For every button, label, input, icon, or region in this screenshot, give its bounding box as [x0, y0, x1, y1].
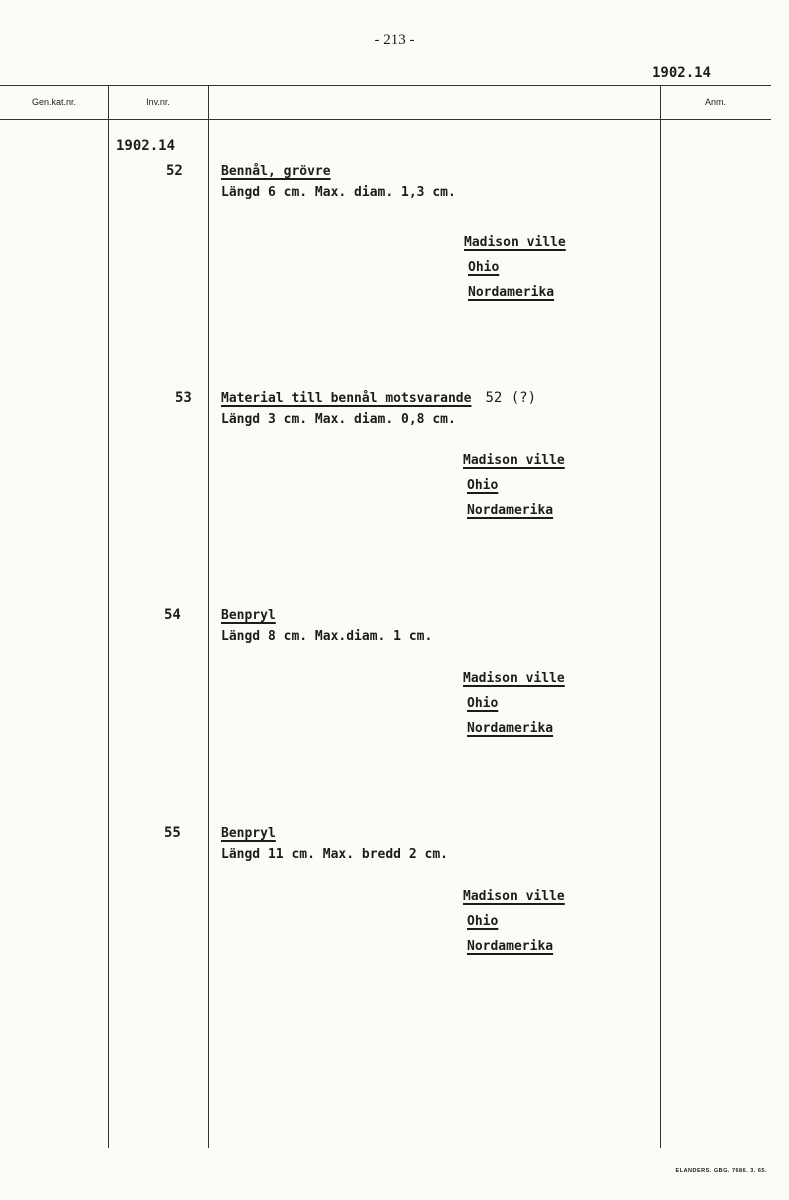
column-divider-3: [660, 85, 661, 1148]
locality-state: Ohio: [467, 478, 499, 493]
locality-city: Madison ville: [464, 235, 566, 250]
locality-state: Ohio: [468, 260, 500, 275]
inventory-number: 54: [164, 607, 181, 623]
column-header-inv: Inv.nr.: [146, 97, 170, 107]
locality-city: Madison ville: [463, 671, 565, 686]
locality-state: Ohio: [467, 696, 499, 711]
entry-locality: [463, 448, 565, 523]
page-number: - 213 -: [374, 32, 415, 48]
top-catalog-reference: 1902.14: [651, 65, 711, 81]
entry-text: [221, 390, 536, 427]
entry-locality: [464, 230, 566, 305]
locality-continent: Nordamerika: [467, 503, 554, 518]
column-header-anm: Anm.: [704, 97, 726, 107]
entry-title-note: 52 (?): [485, 390, 537, 406]
entry-title: Benpryl: [221, 826, 276, 841]
entry-title: Bennål, grövre: [221, 164, 331, 179]
entry-text: [221, 163, 456, 200]
printer-imprint: ELANDERS. GBG. 7686. 3. 65.: [675, 1168, 767, 1174]
inventory-number: 55: [164, 825, 181, 841]
inventory-number: 53: [175, 390, 192, 406]
entry-measurements: Längd 8 cm. Max.diam. 1 cm.: [221, 629, 433, 644]
entry-locality: [463, 666, 565, 741]
entry-text: [221, 825, 448, 862]
entry-title: Benpryl: [221, 608, 276, 623]
locality-city: Madison ville: [463, 889, 565, 904]
entry-title: Material till bennål motsvarande: [221, 391, 472, 406]
entry-measurements: Längd 11 cm. Max. bredd 2 cm.: [221, 847, 448, 862]
header-top-rule: [0, 85, 771, 86]
entry-locality: [463, 884, 565, 959]
column-divider-1: [108, 85, 109, 1148]
header-bottom-rule: [0, 119, 771, 120]
locality-continent: Nordamerika: [467, 721, 554, 736]
column-divider-2: [208, 85, 209, 1148]
locality-continent: Nordamerika: [468, 285, 555, 300]
entry-measurements: Längd 6 cm. Max. diam. 1,3 cm.: [221, 185, 456, 200]
entry-measurements: Längd 3 cm. Max. diam. 0,8 cm.: [221, 412, 456, 427]
column-header-gen-kat: Gen.kat.nr.: [31, 97, 77, 107]
locality-city: Madison ville: [463, 453, 565, 468]
inventory-number: 52: [166, 163, 183, 179]
locality-state: Ohio: [467, 914, 499, 929]
locality-continent: Nordamerika: [467, 939, 554, 954]
entry-text: [221, 607, 432, 644]
block-catalog-reference: 1902.14: [116, 138, 176, 154]
